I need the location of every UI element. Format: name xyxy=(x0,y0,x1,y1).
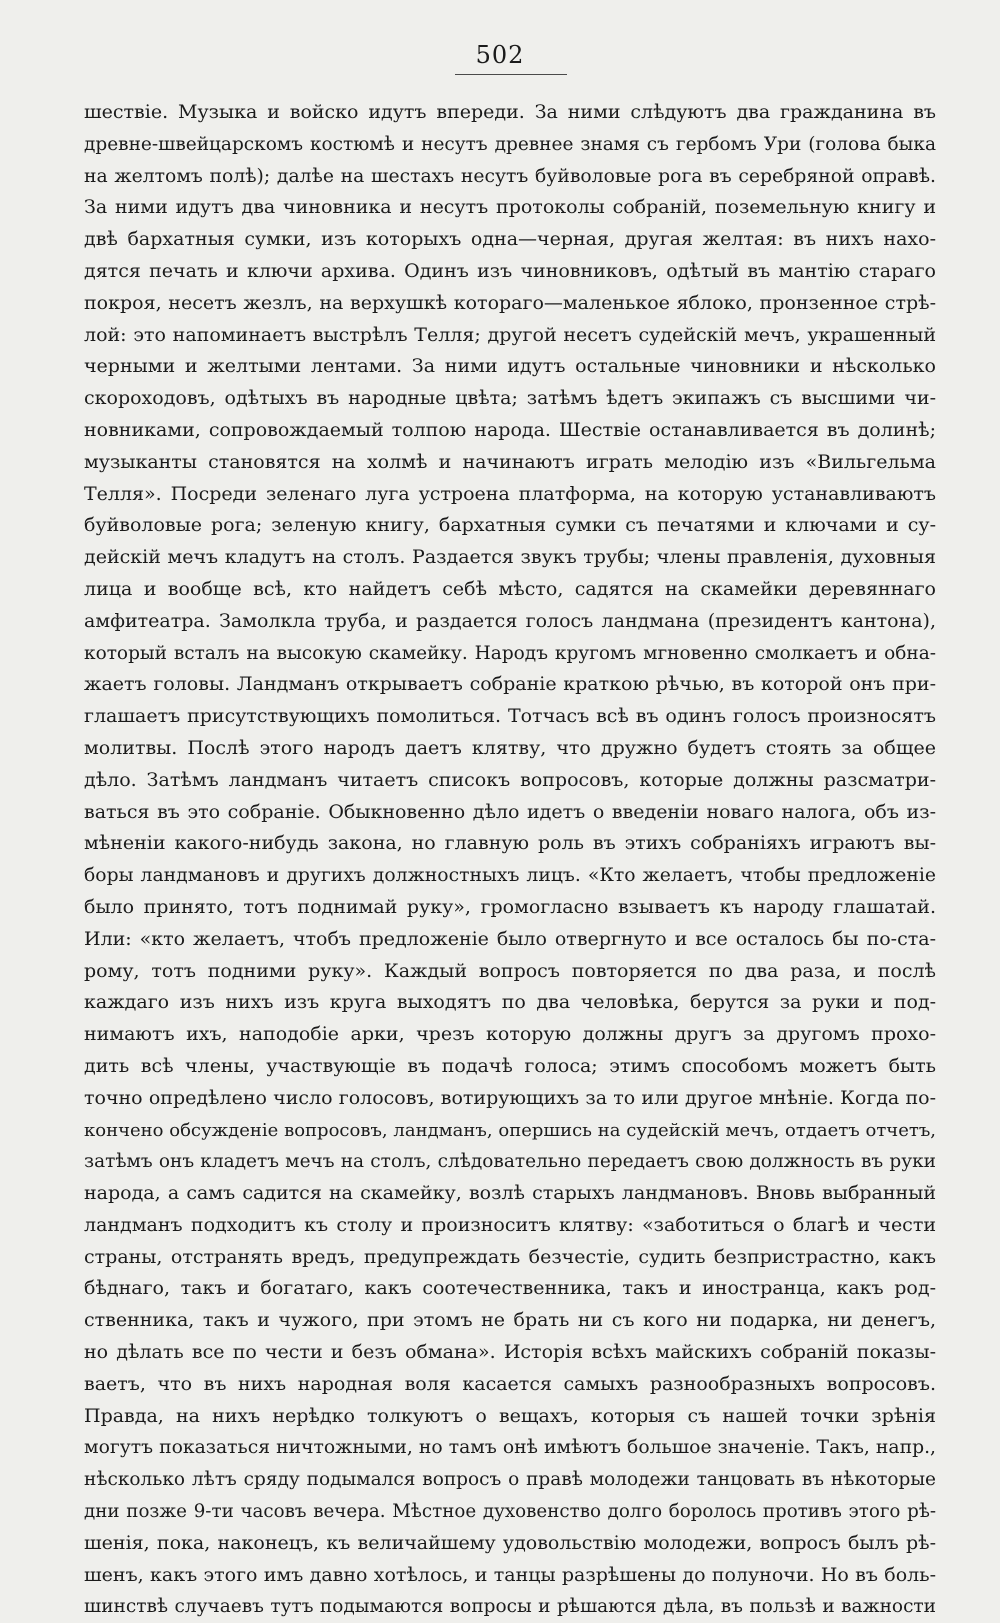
text-line: шинствѣ случаевъ тутъ подымаются вопросы и рѣшаются дѣла, въ пользѣ и важности xyxy=(84,1596,936,1618)
text-line: дѣло. Затѣмъ ландманъ читаетъ списокъ вопросовъ, которые должны разсматри- xyxy=(84,768,936,791)
text-line: шенія, пока, наконецъ, къ величайшему удовольствію молодежи, вопросъ былъ рѣ- xyxy=(84,1531,936,1554)
text-line: За ними идутъ два чиновника и несутъ протоколы собраній, поземельную книгу и xyxy=(84,196,936,219)
text-line: затѣмъ онъ кладетъ мечъ на столъ, слѣдовательно передаетъ свою должность въ руки xyxy=(84,1151,936,1173)
text-line: но дѣлать все по чести и безъ обмана». Исторія всѣхъ майскихъ собраній показы- xyxy=(84,1341,936,1364)
text-line: дить всѣ члены, участвующіе въ подачѣ голоса; этимъ способомъ можетъ быть xyxy=(84,1054,936,1077)
text-line: страны, отстранять вредъ, предупреждать безчестіе, судить безпристрастно, какъ xyxy=(84,1245,936,1268)
text-line: буйволовые рога; зеленую книгу, бархатныя сумки съ печатями и ключами и су- xyxy=(84,514,936,537)
text-line: народа, а самъ садится на скамейку, возлѣ старыхъ ландмановъ. Вновь выбранный xyxy=(84,1182,936,1205)
text-line: дни позже 9-ти часовъ вечера. Мѣстное духовенство долго боролось противъ этого рѣ- xyxy=(84,1501,936,1523)
text-line: который всталъ на высокую скамейку. Народъ кругомъ мгновенно смолкаетъ и обна- xyxy=(84,642,936,664)
text-line: мѣненіи какого-нибудь закона, но главную роль въ этихъ собраніяхъ играютъ вы- xyxy=(84,832,936,855)
text-line: было принято, тотъ поднимай руку», громогласно взываетъ къ народу глашатай. xyxy=(84,895,936,918)
text-line: глашаетъ присутствующихъ помолиться. Тотчасъ всѣ въ одинъ голосъ произносятъ xyxy=(84,705,936,728)
text-line: лица и вообще всѣ, кто найдетъ себѣ мѣсто, садятся на скамейки деревяннаго xyxy=(84,577,936,600)
text-line: Или: «кто желаетъ, чтобъ предложеніе было отвергнуто и все осталось бы по-ста- xyxy=(84,927,936,950)
text-line: ландманъ подходитъ къ столу и произноситъ клятву: «заботиться о благѣ и чести xyxy=(84,1213,936,1236)
text-line: двѣ бархатныя сумки, изъ которыхъ одна—черная, другая желтая: въ нихъ нахо- xyxy=(84,228,936,251)
text-line: кончено обсужденіе вопросовъ, ландманъ, опершись на судейскій мечъ, отдаетъ отчетъ, xyxy=(84,1119,936,1141)
page-number: 502 xyxy=(475,41,525,69)
text-line: ваться въ это собраніе. Обыкновенно дѣло идетъ о введеніи новаго налога, объ из- xyxy=(84,800,936,823)
text-line: шенъ, какъ этого имъ давно хотѣлось, и танцы разрѣшены до полуночи. Но въ боль- xyxy=(84,1563,936,1586)
text-line: на желтомъ полѣ); далѣе на шестахъ несутъ буйволовые рога въ серебряной оправѣ. xyxy=(84,165,936,187)
text-line: шествіе. Музыка и войско идутъ впереди. За ними слѣдуютъ два гражданина въ xyxy=(84,101,936,123)
body-text xyxy=(84,97,936,1623)
text-line: рому, тотъ подними руку». Каждый вопросъ повторяется по два раза, и послѣ xyxy=(84,959,936,982)
text-line: боры ландмановъ и другихъ должностныхъ лицъ. «Кто желаетъ, чтобы предложеніе xyxy=(84,865,936,887)
text-line: ственника, такъ и чужого, при этомъ не брать ни съ кого ни подарка, ни денегъ, xyxy=(84,1309,936,1332)
text-line: точно опредѣлено число голосовъ, вотирующихъ за то или другое мнѣніе. Когда по- xyxy=(84,1086,936,1109)
text-line: новниками, сопровождаемый толпою народа. Шествіе останавливается въ долинѣ; xyxy=(84,418,936,441)
text-line: ваетъ, что въ нихъ народная воля касается самыхъ разнообразныхъ вопросовъ. xyxy=(84,1372,936,1395)
text-line: дятся печать и ключи архива. Одинъ изъ чиновниковъ, одѣтый въ мантію стараго xyxy=(84,259,936,282)
text-line: молитвы. Послѣ этого народъ даетъ клятву, что дружно будетъ стоять за общее xyxy=(84,736,936,759)
text-line: амфитеатра. Замолкла труба, и раздается голосъ ландмана (президентъ кантона), xyxy=(84,609,936,632)
text-line: лой: это напоминаетъ выстрѣлъ Телля; другой несетъ судейскій мечъ, украшенный xyxy=(84,323,936,346)
text-line: жаетъ головы. Ландманъ открываетъ собраніе краткою рѣчью, въ которой онъ при- xyxy=(84,673,936,696)
text-line: дейскій мечъ кладутъ на столъ. Раздается звукъ трубы; члены правленія, духовныя xyxy=(84,546,936,569)
text-line: скороходовъ, одѣтыхъ въ народные цвѣта; затѣмъ ѣдетъ экипажъ съ высшими чи- xyxy=(84,387,936,410)
text-line: нѣсколько лѣтъ сряду подымался вопросъ о правѣ молодежи танцовать въ нѣкоторые xyxy=(84,1469,936,1491)
text-line: нимаютъ ихъ, наподобіе арки, чрезъ которую должны другъ за другомъ прохо- xyxy=(84,1023,936,1046)
page-number-rule xyxy=(455,74,567,75)
text-line: Телля». Посреди зеленаго луга устроена платформа, на которую устанавливаютъ xyxy=(84,482,936,505)
text-line: каждаго изъ нихъ изъ круга выходятъ по два человѣка, берутся за руки и под- xyxy=(84,991,936,1014)
text-line: Правда, на нихъ нерѣдко толкуютъ о вещахъ, которыя съ нашей точки зрѣнія xyxy=(84,1404,936,1427)
text-line: черными и желтыми лентами. За ними идутъ остальные чиновники и нѣсколько xyxy=(84,355,936,378)
text-line: древне-швейцарскомъ костюмѣ и несутъ древнее знамя съ гербомъ Ури (голова быка xyxy=(84,133,936,155)
text-line: покроя, несетъ жезлъ, на верхушкѣ котораго—маленькое яблоко, пронзенное стрѣ- xyxy=(84,291,936,314)
text-line: бѣднаго, такъ и богатаго, какъ соотечественника, такъ и иностранца, какъ род- xyxy=(84,1277,936,1300)
text-line: могутъ показаться ничтожными, но тамъ онѣ имѣютъ большое значеніе. Такъ, напр., xyxy=(84,1437,936,1459)
text-line: музыканты становятся на холмѣ и начинаютъ играть мелодію изъ «Вильгельма xyxy=(84,450,936,473)
